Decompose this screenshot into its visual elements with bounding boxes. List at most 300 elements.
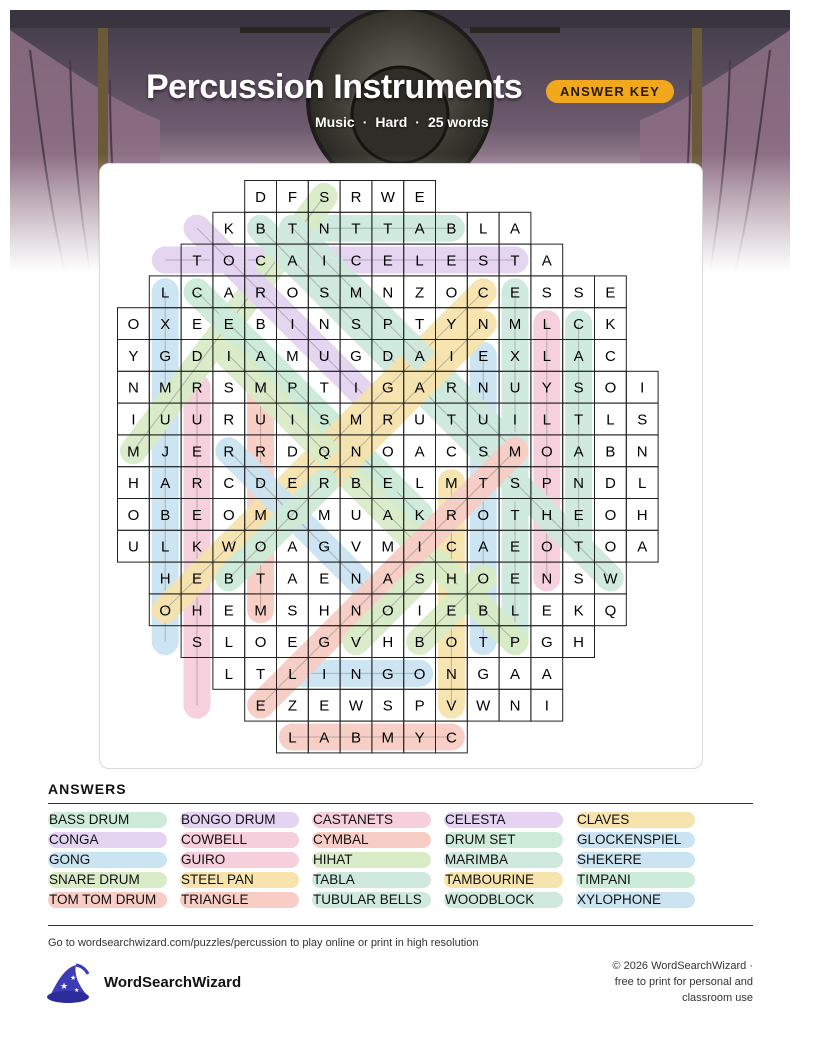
grid-cell[interactable] xyxy=(213,658,245,690)
svg-text:C: C xyxy=(445,538,457,556)
svg-text:A: A xyxy=(382,570,393,588)
svg-text:A: A xyxy=(414,443,425,461)
svg-text:A: A xyxy=(319,729,330,747)
svg-text:O: O xyxy=(604,538,617,556)
svg-text:D: D xyxy=(604,475,616,493)
svg-text:A: A xyxy=(160,475,171,493)
word-count-label: 25 words xyxy=(427,114,489,130)
svg-text:N: N xyxy=(350,665,362,683)
answer-word: TUBULAR BELLS xyxy=(312,892,431,908)
grid-cell[interactable] xyxy=(595,403,627,435)
svg-text:S: S xyxy=(223,379,234,397)
grid-cell[interactable] xyxy=(531,276,563,308)
svg-text:T: T xyxy=(351,220,361,238)
svg-text:B: B xyxy=(255,316,266,334)
svg-text:A: A xyxy=(223,284,234,302)
answer-word: COWBELL xyxy=(180,832,299,848)
svg-text:I: I xyxy=(131,411,136,429)
svg-text:I: I xyxy=(322,665,327,683)
svg-text:D: D xyxy=(255,188,267,206)
grid-cell[interactable] xyxy=(595,276,627,308)
svg-text:★: ★ xyxy=(70,974,77,982)
svg-text:A: A xyxy=(414,220,425,238)
svg-text:T: T xyxy=(510,506,520,524)
copyright-line: classroom use xyxy=(682,992,753,1004)
svg-text:U: U xyxy=(350,506,362,524)
svg-text:L: L xyxy=(224,634,233,652)
svg-text:C: C xyxy=(223,475,235,493)
grid-cell[interactable] xyxy=(595,594,627,626)
svg-text:U: U xyxy=(191,411,203,429)
svg-text:E: E xyxy=(541,602,552,620)
grid-cell[interactable] xyxy=(626,530,658,562)
grid-cell[interactable] xyxy=(340,181,372,213)
grid-cell[interactable] xyxy=(308,689,340,721)
svg-text:Z: Z xyxy=(287,697,297,715)
svg-text:N: N xyxy=(318,220,330,238)
svg-text:L: L xyxy=(479,220,488,238)
grid-cell[interactable] xyxy=(118,530,150,562)
svg-text:N: N xyxy=(382,284,394,302)
svg-text:M: M xyxy=(254,602,267,620)
grid-cell[interactable] xyxy=(626,435,658,467)
svg-text:K: K xyxy=(223,220,234,238)
svg-text:E: E xyxy=(446,602,457,620)
svg-text:T: T xyxy=(574,411,584,429)
category-label: Music xyxy=(315,114,355,130)
svg-text:N: N xyxy=(636,443,648,461)
answer-word: GONG xyxy=(48,852,167,868)
grid-cell[interactable] xyxy=(372,689,404,721)
svg-text:R: R xyxy=(191,379,203,397)
svg-text:E: E xyxy=(446,252,457,270)
svg-text:R: R xyxy=(191,475,203,493)
svg-text:H: H xyxy=(636,506,648,524)
grid-cell[interactable] xyxy=(404,689,436,721)
svg-text:A: A xyxy=(541,252,552,270)
svg-text:E: E xyxy=(287,634,298,652)
svg-text:B: B xyxy=(414,634,425,652)
svg-text:K: K xyxy=(191,538,203,556)
svg-text:E: E xyxy=(605,284,616,302)
svg-text:S: S xyxy=(414,570,425,588)
svg-text:O: O xyxy=(413,665,426,683)
grid-cell[interactable] xyxy=(404,181,436,213)
svg-text:M: M xyxy=(349,284,363,302)
svg-text:R: R xyxy=(350,188,362,206)
svg-text:★: ★ xyxy=(60,982,69,992)
svg-text:I: I xyxy=(417,602,422,620)
svg-text:S: S xyxy=(191,634,203,652)
svg-text:K: K xyxy=(605,316,616,334)
svg-text:G: G xyxy=(318,538,331,556)
svg-text:R: R xyxy=(255,284,267,302)
grid-cell[interactable] xyxy=(118,340,150,372)
svg-text:E: E xyxy=(319,570,330,588)
grid-cell[interactable] xyxy=(563,276,595,308)
answer-word: TABLA xyxy=(312,872,431,888)
answer-word: SNARE DRUM xyxy=(48,872,167,888)
svg-text:I: I xyxy=(290,316,295,334)
answer-word: GLOCKENSPIEL xyxy=(576,832,695,848)
svg-text:H: H xyxy=(382,634,394,652)
svg-text:H: H xyxy=(318,602,330,620)
svg-text:N: N xyxy=(350,602,362,620)
svg-text:A: A xyxy=(573,347,584,365)
svg-text:K: K xyxy=(573,602,584,620)
svg-text:H: H xyxy=(159,570,171,588)
grid-cell[interactable] xyxy=(626,371,658,403)
svg-text:J: J xyxy=(161,443,169,461)
svg-text:E: E xyxy=(287,475,298,493)
svg-text:N: N xyxy=(127,379,139,397)
answer-word: STEEL PAN xyxy=(180,872,299,888)
grid-cell[interactable] xyxy=(118,499,150,531)
svg-text:D: D xyxy=(255,475,267,493)
answer-word: CONGA xyxy=(48,832,167,848)
grid-cell[interactable] xyxy=(245,626,277,658)
svg-text:A: A xyxy=(478,538,489,556)
svg-text:L: L xyxy=(415,475,424,493)
svg-text:M: M xyxy=(317,506,331,524)
svg-text:T: T xyxy=(415,316,425,334)
svg-text:I: I xyxy=(322,252,327,270)
answer-word: TRIANGLE xyxy=(180,892,299,908)
svg-text:P: P xyxy=(509,634,521,652)
answer-word: CELESTA xyxy=(444,812,563,828)
svg-text:T: T xyxy=(510,252,520,270)
svg-text:O: O xyxy=(254,538,267,556)
svg-text:B: B xyxy=(223,570,234,588)
svg-text:Y: Y xyxy=(541,379,552,397)
svg-text:O: O xyxy=(222,506,235,524)
svg-text:T: T xyxy=(287,220,297,238)
grid-cell[interactable] xyxy=(595,499,627,531)
svg-text:N: N xyxy=(350,570,362,588)
svg-text:D: D xyxy=(382,347,394,365)
svg-text:B: B xyxy=(350,475,362,493)
svg-text:P: P xyxy=(541,475,552,493)
divider xyxy=(48,925,753,926)
svg-text:O: O xyxy=(127,316,140,334)
svg-text:R: R xyxy=(318,475,330,493)
svg-text:U: U xyxy=(318,347,330,365)
svg-text:S: S xyxy=(573,570,584,588)
svg-text:N: N xyxy=(477,316,489,334)
grid-cell[interactable] xyxy=(595,371,627,403)
svg-text:E: E xyxy=(191,570,203,588)
svg-text:P: P xyxy=(414,697,425,715)
svg-text:P: P xyxy=(382,316,393,334)
svg-text:H: H xyxy=(445,570,457,588)
svg-text:A: A xyxy=(287,538,298,556)
svg-text:L: L xyxy=(638,475,647,493)
answer-word: SHEKERE xyxy=(576,852,695,868)
grid-cell[interactable] xyxy=(531,594,563,626)
grid-cell[interactable] xyxy=(467,658,499,690)
svg-text:G: G xyxy=(477,665,490,683)
svg-text:O: O xyxy=(445,284,458,302)
svg-text:L: L xyxy=(224,665,233,683)
grid-cell[interactable] xyxy=(118,308,150,340)
grid-cell[interactable] xyxy=(499,658,531,690)
svg-text:H: H xyxy=(127,475,139,493)
grid-cell[interactable] xyxy=(404,276,436,308)
svg-text:I: I xyxy=(544,697,549,715)
svg-text:T: T xyxy=(256,665,266,683)
svg-text:G: G xyxy=(381,665,394,683)
svg-text:O: O xyxy=(604,379,617,397)
svg-text:T: T xyxy=(192,252,202,270)
answer-key-badge: ANSWER KEY xyxy=(546,80,674,103)
puzzle-panel xyxy=(99,163,703,769)
svg-text:A: A xyxy=(509,665,521,683)
svg-text:H: H xyxy=(541,506,553,524)
svg-text:K: K xyxy=(414,506,425,524)
svg-text:Y: Y xyxy=(128,347,139,365)
svg-text:N: N xyxy=(318,316,330,334)
svg-text:S: S xyxy=(478,252,489,270)
grid-cell[interactable] xyxy=(245,181,277,213)
grid-cell[interactable] xyxy=(595,308,627,340)
svg-text:C: C xyxy=(573,316,585,334)
grid-cell[interactable] xyxy=(340,689,372,721)
answer-word: GUIRO xyxy=(180,852,299,868)
svg-text:E: E xyxy=(382,252,393,270)
svg-text:L: L xyxy=(510,602,520,620)
answer-word: HIHAT xyxy=(312,852,431,868)
svg-text:V: V xyxy=(350,634,362,652)
grid-cell[interactable] xyxy=(499,689,531,721)
svg-text:R: R xyxy=(223,443,235,461)
svg-text:O: O xyxy=(159,602,172,620)
svg-text:A: A xyxy=(541,665,552,683)
svg-text:Z: Z xyxy=(415,284,425,302)
answer-word: XYLOPHONE xyxy=(576,892,695,908)
svg-text:E: E xyxy=(223,316,234,334)
grid-cell[interactable] xyxy=(118,371,150,403)
answer-word: CASTANETS xyxy=(312,812,431,828)
svg-text:U: U xyxy=(477,411,489,429)
svg-text:Y: Y xyxy=(446,316,457,334)
grid-cell[interactable] xyxy=(213,403,245,435)
svg-text:L: L xyxy=(542,316,551,334)
svg-text:G: G xyxy=(540,634,553,652)
svg-text:R: R xyxy=(223,411,235,429)
svg-text:O: O xyxy=(254,634,267,652)
svg-text:B: B xyxy=(478,602,489,620)
svg-text:S: S xyxy=(382,697,393,715)
svg-text:N: N xyxy=(445,665,457,683)
svg-text:I: I xyxy=(353,379,359,397)
svg-text:W: W xyxy=(348,697,364,715)
svg-text:U: U xyxy=(255,411,267,429)
svg-text:A: A xyxy=(382,506,393,524)
answer-word: WOODBLOCK xyxy=(444,892,563,908)
svg-text:M: M xyxy=(286,347,299,365)
grid-cell[interactable] xyxy=(626,403,658,435)
grid-cell[interactable] xyxy=(563,626,595,658)
svg-text:O: O xyxy=(286,284,299,302)
grid-cell[interactable] xyxy=(277,562,309,594)
svg-text:L: L xyxy=(288,665,297,683)
difficulty-label: Hard xyxy=(375,114,408,130)
svg-text:O: O xyxy=(445,634,458,652)
svg-text:W: W xyxy=(476,697,491,715)
svg-text:R: R xyxy=(445,379,457,397)
svg-text:V: V xyxy=(350,538,362,556)
svg-text:C: C xyxy=(255,252,267,270)
grid-cell[interactable] xyxy=(626,467,658,499)
svg-text:A: A xyxy=(255,347,266,365)
svg-text:H: H xyxy=(573,634,585,652)
answer-word: TAMBOURINE xyxy=(444,872,563,888)
svg-text:I: I xyxy=(449,347,454,365)
svg-text:T: T xyxy=(478,475,488,493)
svg-text:O: O xyxy=(286,506,299,524)
answers-list xyxy=(48,812,758,912)
grid-cell[interactable] xyxy=(595,435,627,467)
svg-text:L: L xyxy=(288,729,297,747)
grid-cell[interactable] xyxy=(626,499,658,531)
svg-text:E: E xyxy=(191,316,203,334)
svg-text:S: S xyxy=(573,379,584,397)
svg-text:E: E xyxy=(191,506,203,524)
grid-cell[interactable] xyxy=(372,181,404,213)
grid-cell[interactable] xyxy=(404,435,436,467)
svg-text:G: G xyxy=(381,379,394,397)
answer-word: DRUM SET xyxy=(444,832,563,848)
svg-text:G: G xyxy=(159,347,172,365)
svg-text:I: I xyxy=(290,411,295,429)
svg-text:E: E xyxy=(319,697,330,715)
svg-text:X: X xyxy=(160,316,171,334)
grid-cell[interactable] xyxy=(531,244,563,276)
svg-text:A: A xyxy=(509,220,521,238)
svg-text:T: T xyxy=(319,379,329,397)
grid-cell[interactable] xyxy=(595,467,627,499)
svg-text:T: T xyxy=(256,570,266,588)
svg-text:B: B xyxy=(160,506,171,524)
svg-text:M: M xyxy=(127,443,140,461)
svg-text:C: C xyxy=(350,252,362,270)
svg-text:W: W xyxy=(380,188,395,206)
grid-cell[interactable] xyxy=(213,626,245,658)
svg-text:C: C xyxy=(445,729,457,747)
svg-text:X: X xyxy=(509,347,521,365)
svg-text:S: S xyxy=(319,411,330,429)
svg-text:T: T xyxy=(446,411,456,429)
svg-text:E: E xyxy=(382,475,393,493)
copyright-line: free to print for personal and xyxy=(614,976,753,988)
svg-text:D: D xyxy=(191,347,203,365)
grid-cell[interactable] xyxy=(531,658,563,690)
svg-text:U: U xyxy=(127,538,139,556)
svg-text:A: A xyxy=(637,538,648,556)
svg-text:I: I xyxy=(417,538,422,556)
copyright-line: © 2026 WordSearchWizard · xyxy=(612,960,753,972)
svg-text:S: S xyxy=(509,475,521,493)
svg-text:T: T xyxy=(574,538,584,556)
svg-text:O: O xyxy=(222,252,235,270)
svg-text:N: N xyxy=(573,475,585,493)
svg-text:★: ★ xyxy=(74,987,80,994)
svg-text:M: M xyxy=(508,443,522,461)
svg-text:W: W xyxy=(221,538,236,556)
svg-text:I: I xyxy=(226,347,231,365)
svg-text:F: F xyxy=(287,188,297,206)
svg-text:L: L xyxy=(415,252,424,270)
svg-text:D: D xyxy=(286,443,298,461)
grid-cell[interactable] xyxy=(531,626,563,658)
svg-text:O: O xyxy=(540,443,553,461)
svg-text:E: E xyxy=(414,188,425,206)
svg-text:Q: Q xyxy=(318,443,331,461)
svg-text:A: A xyxy=(414,347,425,365)
svg-text:O: O xyxy=(477,570,490,588)
svg-text:S: S xyxy=(287,602,298,620)
svg-text:P: P xyxy=(287,379,298,397)
svg-text:A: A xyxy=(573,443,584,461)
svg-text:E: E xyxy=(255,697,266,715)
divider xyxy=(48,803,753,804)
svg-text:E: E xyxy=(509,284,521,302)
svg-text:O: O xyxy=(381,443,394,461)
svg-text:S: S xyxy=(350,316,362,334)
svg-text:U: U xyxy=(159,411,171,429)
svg-text:O: O xyxy=(477,506,490,524)
word-search-grid xyxy=(100,164,702,768)
grid-cell[interactable] xyxy=(118,467,150,499)
svg-text:S: S xyxy=(573,284,584,302)
svg-text:M: M xyxy=(381,729,395,747)
grid-cell[interactable] xyxy=(531,689,563,721)
answer-word: TOM TOM DRUM xyxy=(48,892,167,908)
grid-cell[interactable] xyxy=(213,594,245,626)
svg-text:L: L xyxy=(161,284,170,302)
grid-cell[interactable] xyxy=(467,212,499,244)
grid-cell[interactable] xyxy=(595,340,627,372)
svg-text:T: T xyxy=(478,634,488,652)
svg-text:G: G xyxy=(350,347,362,365)
answer-word: CLAVES xyxy=(576,812,695,828)
puzzle-meta: Music · Hard · 25 words xyxy=(315,114,489,130)
svg-text:H: H xyxy=(191,602,203,620)
svg-text:U: U xyxy=(414,411,426,429)
svg-text:O: O xyxy=(381,602,394,620)
svg-text:L: L xyxy=(161,538,170,556)
svg-text:G: G xyxy=(318,634,331,652)
svg-text:A: A xyxy=(287,570,298,588)
svg-text:I: I xyxy=(512,411,518,429)
grid-cell[interactable] xyxy=(499,212,531,244)
svg-text:R: R xyxy=(255,443,267,461)
footer-url-text: Go to wordsearchwizard.com/puzzles/percussion to play online or print in high resolution xyxy=(48,937,479,949)
grid-cell[interactable] xyxy=(563,594,595,626)
grid-cell[interactable] xyxy=(277,594,309,626)
svg-text:O: O xyxy=(540,538,553,556)
svg-text:L: L xyxy=(542,411,551,429)
svg-text:M: M xyxy=(445,475,458,493)
grid-cell[interactable] xyxy=(467,689,499,721)
svg-text:A: A xyxy=(414,379,425,397)
svg-text:C: C xyxy=(191,284,203,302)
answer-word: CYMBAL xyxy=(312,832,431,848)
svg-text:B: B xyxy=(605,443,616,461)
answers-heading: ANSWERS xyxy=(48,781,127,797)
svg-text:A: A xyxy=(287,252,298,270)
svg-text:R: R xyxy=(382,411,394,429)
